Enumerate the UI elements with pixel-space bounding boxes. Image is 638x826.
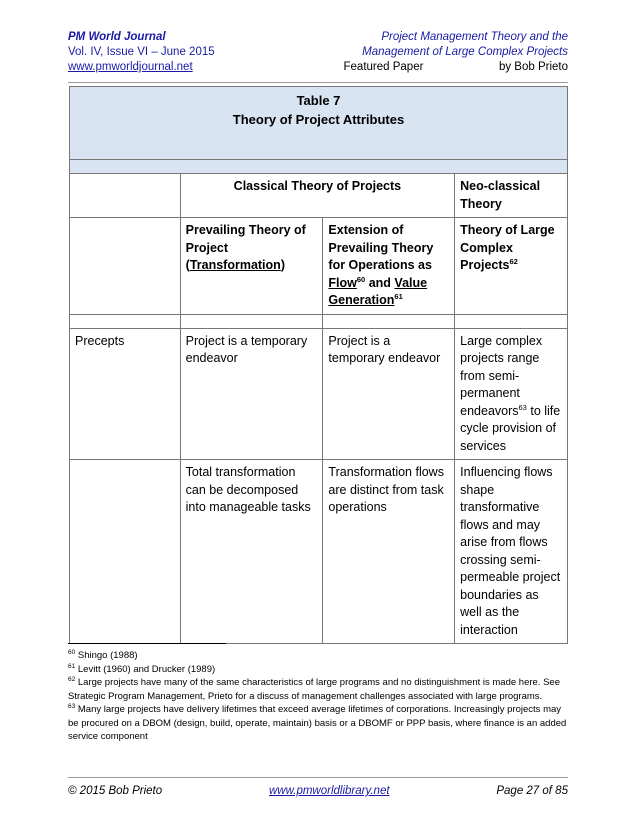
cell-prevailing: Total transformation can be decomposed into manageable tasks bbox=[180, 460, 323, 644]
empty-corner-cell bbox=[70, 174, 181, 218]
cell-extension: Project is a temporary endeavor bbox=[323, 328, 455, 460]
col-extension-theory: Extension of Prevailing Theory for Operations as Flow$^{60}$ and Value Generation$^{61}$ bbox=[323, 218, 455, 315]
empty-label-cell bbox=[70, 218, 181, 315]
col-prevailing-theory: Prevailing Theory of Project (Transformation) bbox=[180, 218, 323, 315]
footnote-63: $^{63}$ Many large projects have delivery lifetimes that exceed average lifetimes of corporations. Increasingly projects may be procured on a DBOM (design, build, operate, maintain) basis or a DBOMF or PPP basis, where finance is an added service component bbox=[68, 703, 567, 742]
spacer-cell bbox=[180, 314, 323, 328]
footnote-ref-62: 62 bbox=[509, 257, 518, 266]
journal-name: PM World Journal bbox=[68, 31, 166, 43]
footnote-62: $^{62}$ Large projects have many of the same characteristics of large programs and no distinguishment is made here. See Strategic Program Management, Prieto for a discuss of management challenges associated with large programs. bbox=[68, 676, 560, 702]
copyright: © 2015 Bob Prieto bbox=[68, 785, 163, 797]
paper-title-line1: Project Management Theory and the bbox=[381, 31, 568, 43]
footnote-61: $^{61}$ Levitt (1960) and Drucker (1989) bbox=[68, 662, 216, 675]
table-spacer-row bbox=[70, 160, 568, 174]
cell-large-complex: Influencing flows shape transformative flows and may arise from flows crossing semi-permeable project boundaries as well as the interaction bbox=[455, 460, 568, 644]
footnotes bbox=[68, 649, 568, 744]
spacer-cell bbox=[323, 314, 455, 328]
footnote-ref-60: 60 bbox=[356, 274, 366, 284]
table-title-cell bbox=[70, 87, 568, 160]
header-rule bbox=[68, 82, 568, 83]
cell-prevailing: Project is a temporary endeavor bbox=[180, 328, 323, 460]
row-label-empty bbox=[70, 460, 181, 644]
paper-title-line2: Management of Large Complex Projects bbox=[362, 46, 568, 58]
cell-extension: Transformation flows are distinct from task operations bbox=[323, 460, 455, 644]
footer-rule bbox=[68, 777, 568, 778]
footnote-ref-61: 61 bbox=[394, 292, 403, 301]
page-header bbox=[68, 30, 568, 82]
neo-classical-group-header: Neo-classical Theory bbox=[455, 174, 568, 218]
section-label: Featured Paper bbox=[343, 61, 424, 73]
spacer-cell bbox=[455, 314, 568, 328]
attributes-table bbox=[69, 86, 568, 644]
author-label: by Bob Prieto bbox=[498, 61, 568, 73]
classical-group-header: Classical Theory of Projects bbox=[180, 174, 455, 218]
table-title: Theory of Project Attributes bbox=[232, 112, 405, 127]
library-link[interactable]: www.pmworldlibrary.net bbox=[268, 785, 390, 797]
footnote-rule bbox=[68, 643, 226, 644]
spacer-cell bbox=[70, 314, 181, 328]
footnote-ref-63: 63 bbox=[518, 402, 527, 412]
table-row bbox=[70, 328, 568, 460]
row-label-precepts: Precepts bbox=[70, 328, 181, 460]
cell-large-complex: Large complex projects range from semi-permanent endeavors$^{63}$ to life cycle provision of services bbox=[455, 328, 568, 460]
journal-issue: Vol. IV, Issue VI – June 2015 bbox=[68, 46, 215, 58]
page-number: Page 27 of 85 bbox=[496, 785, 568, 797]
journal-website-link[interactable]: www.pmworldjournal.net bbox=[68, 61, 193, 73]
page-footer bbox=[68, 785, 568, 797]
footnote-60: $^{60}$ Shingo (1988) bbox=[68, 649, 138, 661]
table-row bbox=[70, 460, 568, 644]
table-number: Table 7 bbox=[296, 93, 341, 108]
col-large-complex-theory: Theory of Large Complex Projects$^{62}$ bbox=[455, 218, 568, 315]
